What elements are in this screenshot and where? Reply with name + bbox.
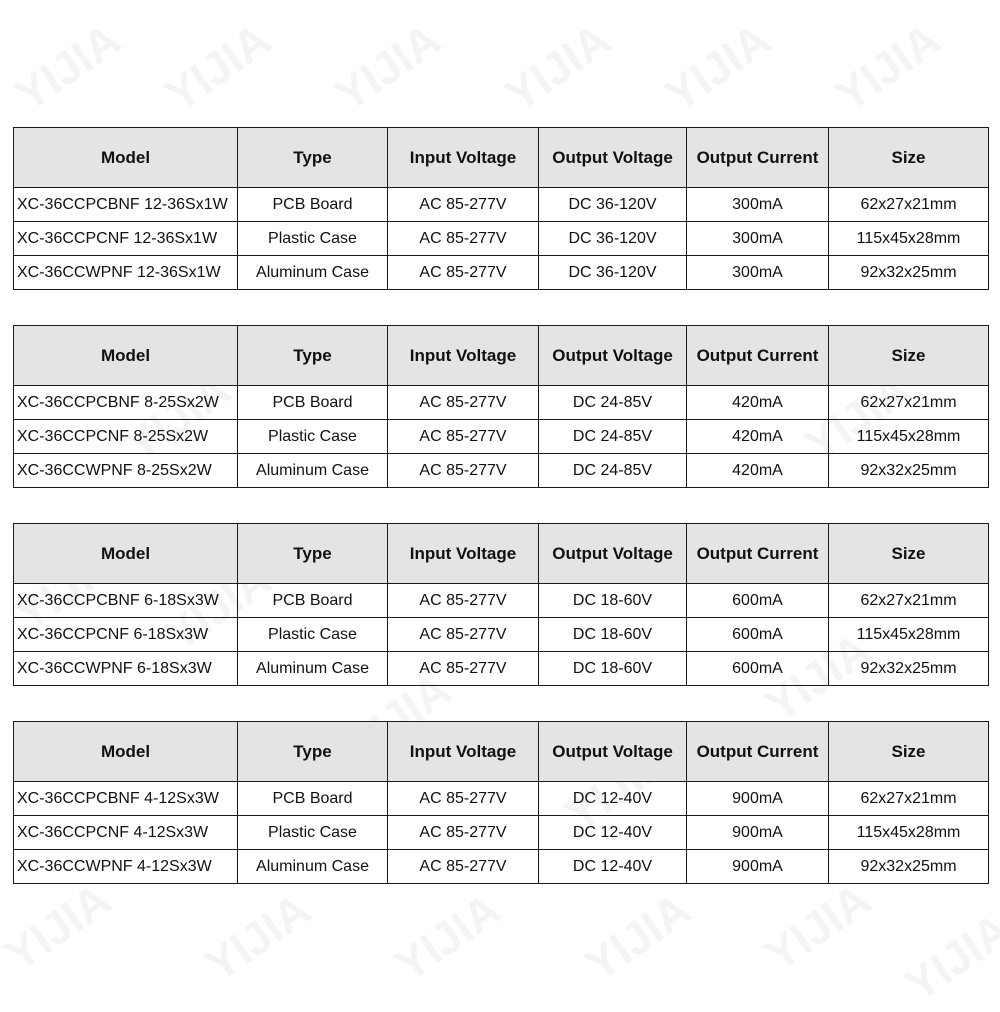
header-type: Type bbox=[238, 524, 388, 584]
cell-input-voltage: AC 85-277V bbox=[388, 782, 539, 816]
table-row bbox=[14, 850, 989, 884]
cell-output-current: 420mA bbox=[687, 454, 829, 488]
header-output-voltage: Output Voltage bbox=[539, 524, 687, 584]
cell-output-current: 900mA bbox=[687, 782, 829, 816]
cell-model: XC-36CCPCNF 8-25Sx2W bbox=[14, 420, 238, 454]
cell-type: Aluminum Case bbox=[238, 850, 388, 884]
table-header-row bbox=[14, 128, 989, 188]
cell-input-voltage: AC 85-277V bbox=[388, 188, 539, 222]
cell-input-voltage: AC 85-277V bbox=[388, 386, 539, 420]
watermark-text bbox=[385, 882, 510, 992]
header-size: Size bbox=[829, 722, 989, 782]
header-output-voltage: Output Voltage bbox=[539, 128, 687, 188]
table-row bbox=[14, 420, 989, 454]
cell-output-voltage: DC 36-120V bbox=[539, 188, 687, 222]
cell-output-voltage: DC 18-60V bbox=[539, 584, 687, 618]
cell-input-voltage: AC 85-277V bbox=[388, 420, 539, 454]
table-header-row bbox=[14, 524, 989, 584]
header-output-current: Output Current bbox=[687, 722, 829, 782]
cell-model: XC-36CCPCBNF 4-12Sx3W bbox=[14, 782, 238, 816]
table-row bbox=[14, 816, 989, 850]
header-type: Type bbox=[238, 722, 388, 782]
cell-type: Plastic Case bbox=[238, 816, 388, 850]
cell-type: Aluminum Case bbox=[238, 256, 388, 290]
cell-model: XC-36CCWPNF 4-12Sx3W bbox=[14, 850, 238, 884]
cell-type: PCB Board bbox=[238, 188, 388, 222]
cell-model: XC-36CCWPNF 12-36Sx1W bbox=[14, 256, 238, 290]
watermark-text bbox=[755, 872, 880, 982]
cell-input-voltage: AC 85-277V bbox=[388, 454, 539, 488]
cell-size: 62x27x21mm bbox=[829, 782, 989, 816]
cell-output-current: 300mA bbox=[687, 188, 829, 222]
cell-output-voltage: DC 12-40V bbox=[539, 782, 687, 816]
cell-size: 92x32x25mm bbox=[829, 652, 989, 686]
cell-output-current: 900mA bbox=[687, 816, 829, 850]
header-type: Type bbox=[238, 128, 388, 188]
cell-output-current: 420mA bbox=[687, 420, 829, 454]
cell-model: XC-36CCPCNF 6-18Sx3W bbox=[14, 618, 238, 652]
cell-type: Plastic Case bbox=[238, 222, 388, 256]
header-size: Size bbox=[829, 524, 989, 584]
cell-type: Aluminum Case bbox=[238, 454, 388, 488]
cell-type: PCB Board bbox=[238, 782, 388, 816]
header-model: Model bbox=[14, 722, 238, 782]
table-row bbox=[14, 386, 989, 420]
cell-type: Plastic Case bbox=[238, 618, 388, 652]
cell-model: XC-36CCPCBNF 12-36Sx1W bbox=[14, 188, 238, 222]
header-output-voltage: Output Voltage bbox=[539, 326, 687, 386]
cell-input-voltage: AC 85-277V bbox=[388, 652, 539, 686]
cell-output-voltage: DC 12-40V bbox=[539, 816, 687, 850]
table-row bbox=[14, 618, 989, 652]
cell-output-current: 420mA bbox=[687, 386, 829, 420]
cell-input-voltage: AC 85-277V bbox=[388, 222, 539, 256]
cell-size: 115x45x28mm bbox=[829, 420, 989, 454]
cell-input-voltage: AC 85-277V bbox=[388, 850, 539, 884]
cell-type: PCB Board bbox=[238, 386, 388, 420]
table-row bbox=[14, 256, 989, 290]
cell-output-current: 900mA bbox=[687, 850, 829, 884]
cell-size: 62x27x21mm bbox=[829, 584, 989, 618]
spec-tables bbox=[13, 127, 988, 884]
cell-input-voltage: AC 85-277V bbox=[388, 816, 539, 850]
cell-output-current: 600mA bbox=[687, 652, 829, 686]
header-input-voltage: Input Voltage bbox=[388, 326, 539, 386]
table-row bbox=[14, 188, 989, 222]
watermark-text bbox=[575, 882, 700, 992]
watermark-text bbox=[655, 12, 780, 122]
watermark-text bbox=[825, 12, 950, 122]
header-output-current: Output Current bbox=[687, 524, 829, 584]
watermark-text bbox=[195, 882, 320, 992]
watermark-text bbox=[155, 12, 280, 122]
header-output-voltage: Output Voltage bbox=[539, 722, 687, 782]
spec-table-1 bbox=[13, 127, 989, 290]
cell-model: XC-36CCPCBNF 6-18Sx3W bbox=[14, 584, 238, 618]
cell-size: 115x45x28mm bbox=[829, 816, 989, 850]
header-input-voltage: Input Voltage bbox=[388, 128, 539, 188]
cell-input-voltage: AC 85-277V bbox=[388, 256, 539, 290]
cell-output-current: 600mA bbox=[687, 618, 829, 652]
cell-input-voltage: AC 85-277V bbox=[388, 584, 539, 618]
table-row bbox=[14, 652, 989, 686]
cell-model: XC-36CCWPNF 8-25Sx2W bbox=[14, 454, 238, 488]
cell-size: 92x32x25mm bbox=[829, 454, 989, 488]
cell-model: XC-36CCPCNF 4-12Sx3W bbox=[14, 816, 238, 850]
cell-output-voltage: DC 18-60V bbox=[539, 652, 687, 686]
watermark-text bbox=[895, 902, 1000, 1012]
cell-output-voltage: DC 36-120V bbox=[539, 222, 687, 256]
header-input-voltage: Input Voltage bbox=[388, 524, 539, 584]
table-row bbox=[14, 584, 989, 618]
header-model: Model bbox=[14, 128, 238, 188]
header-output-current: Output Current bbox=[687, 326, 829, 386]
cell-output-current: 300mA bbox=[687, 222, 829, 256]
table-row bbox=[14, 222, 989, 256]
header-output-current: Output Current bbox=[687, 128, 829, 188]
watermark-text bbox=[495, 12, 620, 122]
header-model: Model bbox=[14, 524, 238, 584]
spec-table-2 bbox=[13, 325, 989, 488]
table-header-row bbox=[14, 722, 989, 782]
cell-output-voltage: DC 24-85V bbox=[539, 386, 687, 420]
cell-output-current: 600mA bbox=[687, 584, 829, 618]
cell-output-voltage: DC 12-40V bbox=[539, 850, 687, 884]
header-type: Type bbox=[238, 326, 388, 386]
cell-model: XC-36CCWPNF 6-18Sx3W bbox=[14, 652, 238, 686]
cell-size: 62x27x21mm bbox=[829, 188, 989, 222]
cell-model: XC-36CCPCBNF 8-25Sx2W bbox=[14, 386, 238, 420]
spec-table-4 bbox=[13, 721, 989, 884]
watermark-text bbox=[5, 12, 130, 122]
header-size: Size bbox=[829, 128, 989, 188]
cell-size: 115x45x28mm bbox=[829, 618, 989, 652]
cell-model: XC-36CCPCNF 12-36Sx1W bbox=[14, 222, 238, 256]
cell-type: Plastic Case bbox=[238, 420, 388, 454]
cell-type: Aluminum Case bbox=[238, 652, 388, 686]
cell-size: 62x27x21mm bbox=[829, 386, 989, 420]
cell-output-current: 300mA bbox=[687, 256, 829, 290]
cell-output-voltage: DC 24-85V bbox=[539, 454, 687, 488]
table-row bbox=[14, 782, 989, 816]
header-size: Size bbox=[829, 326, 989, 386]
header-model: Model bbox=[14, 326, 238, 386]
cell-size: 92x32x25mm bbox=[829, 256, 989, 290]
cell-type: PCB Board bbox=[238, 584, 388, 618]
cell-output-voltage: DC 24-85V bbox=[539, 420, 687, 454]
cell-input-voltage: AC 85-277V bbox=[388, 618, 539, 652]
header-input-voltage: Input Voltage bbox=[388, 722, 539, 782]
spec-table-3 bbox=[13, 523, 989, 686]
cell-output-voltage: DC 18-60V bbox=[539, 618, 687, 652]
table-header-row bbox=[14, 326, 989, 386]
table-row bbox=[14, 454, 989, 488]
cell-size: 115x45x28mm bbox=[829, 222, 989, 256]
cell-output-voltage: DC 36-120V bbox=[539, 256, 687, 290]
watermark-text bbox=[325, 12, 450, 122]
cell-size: 92x32x25mm bbox=[829, 850, 989, 884]
watermark-text bbox=[0, 872, 120, 982]
